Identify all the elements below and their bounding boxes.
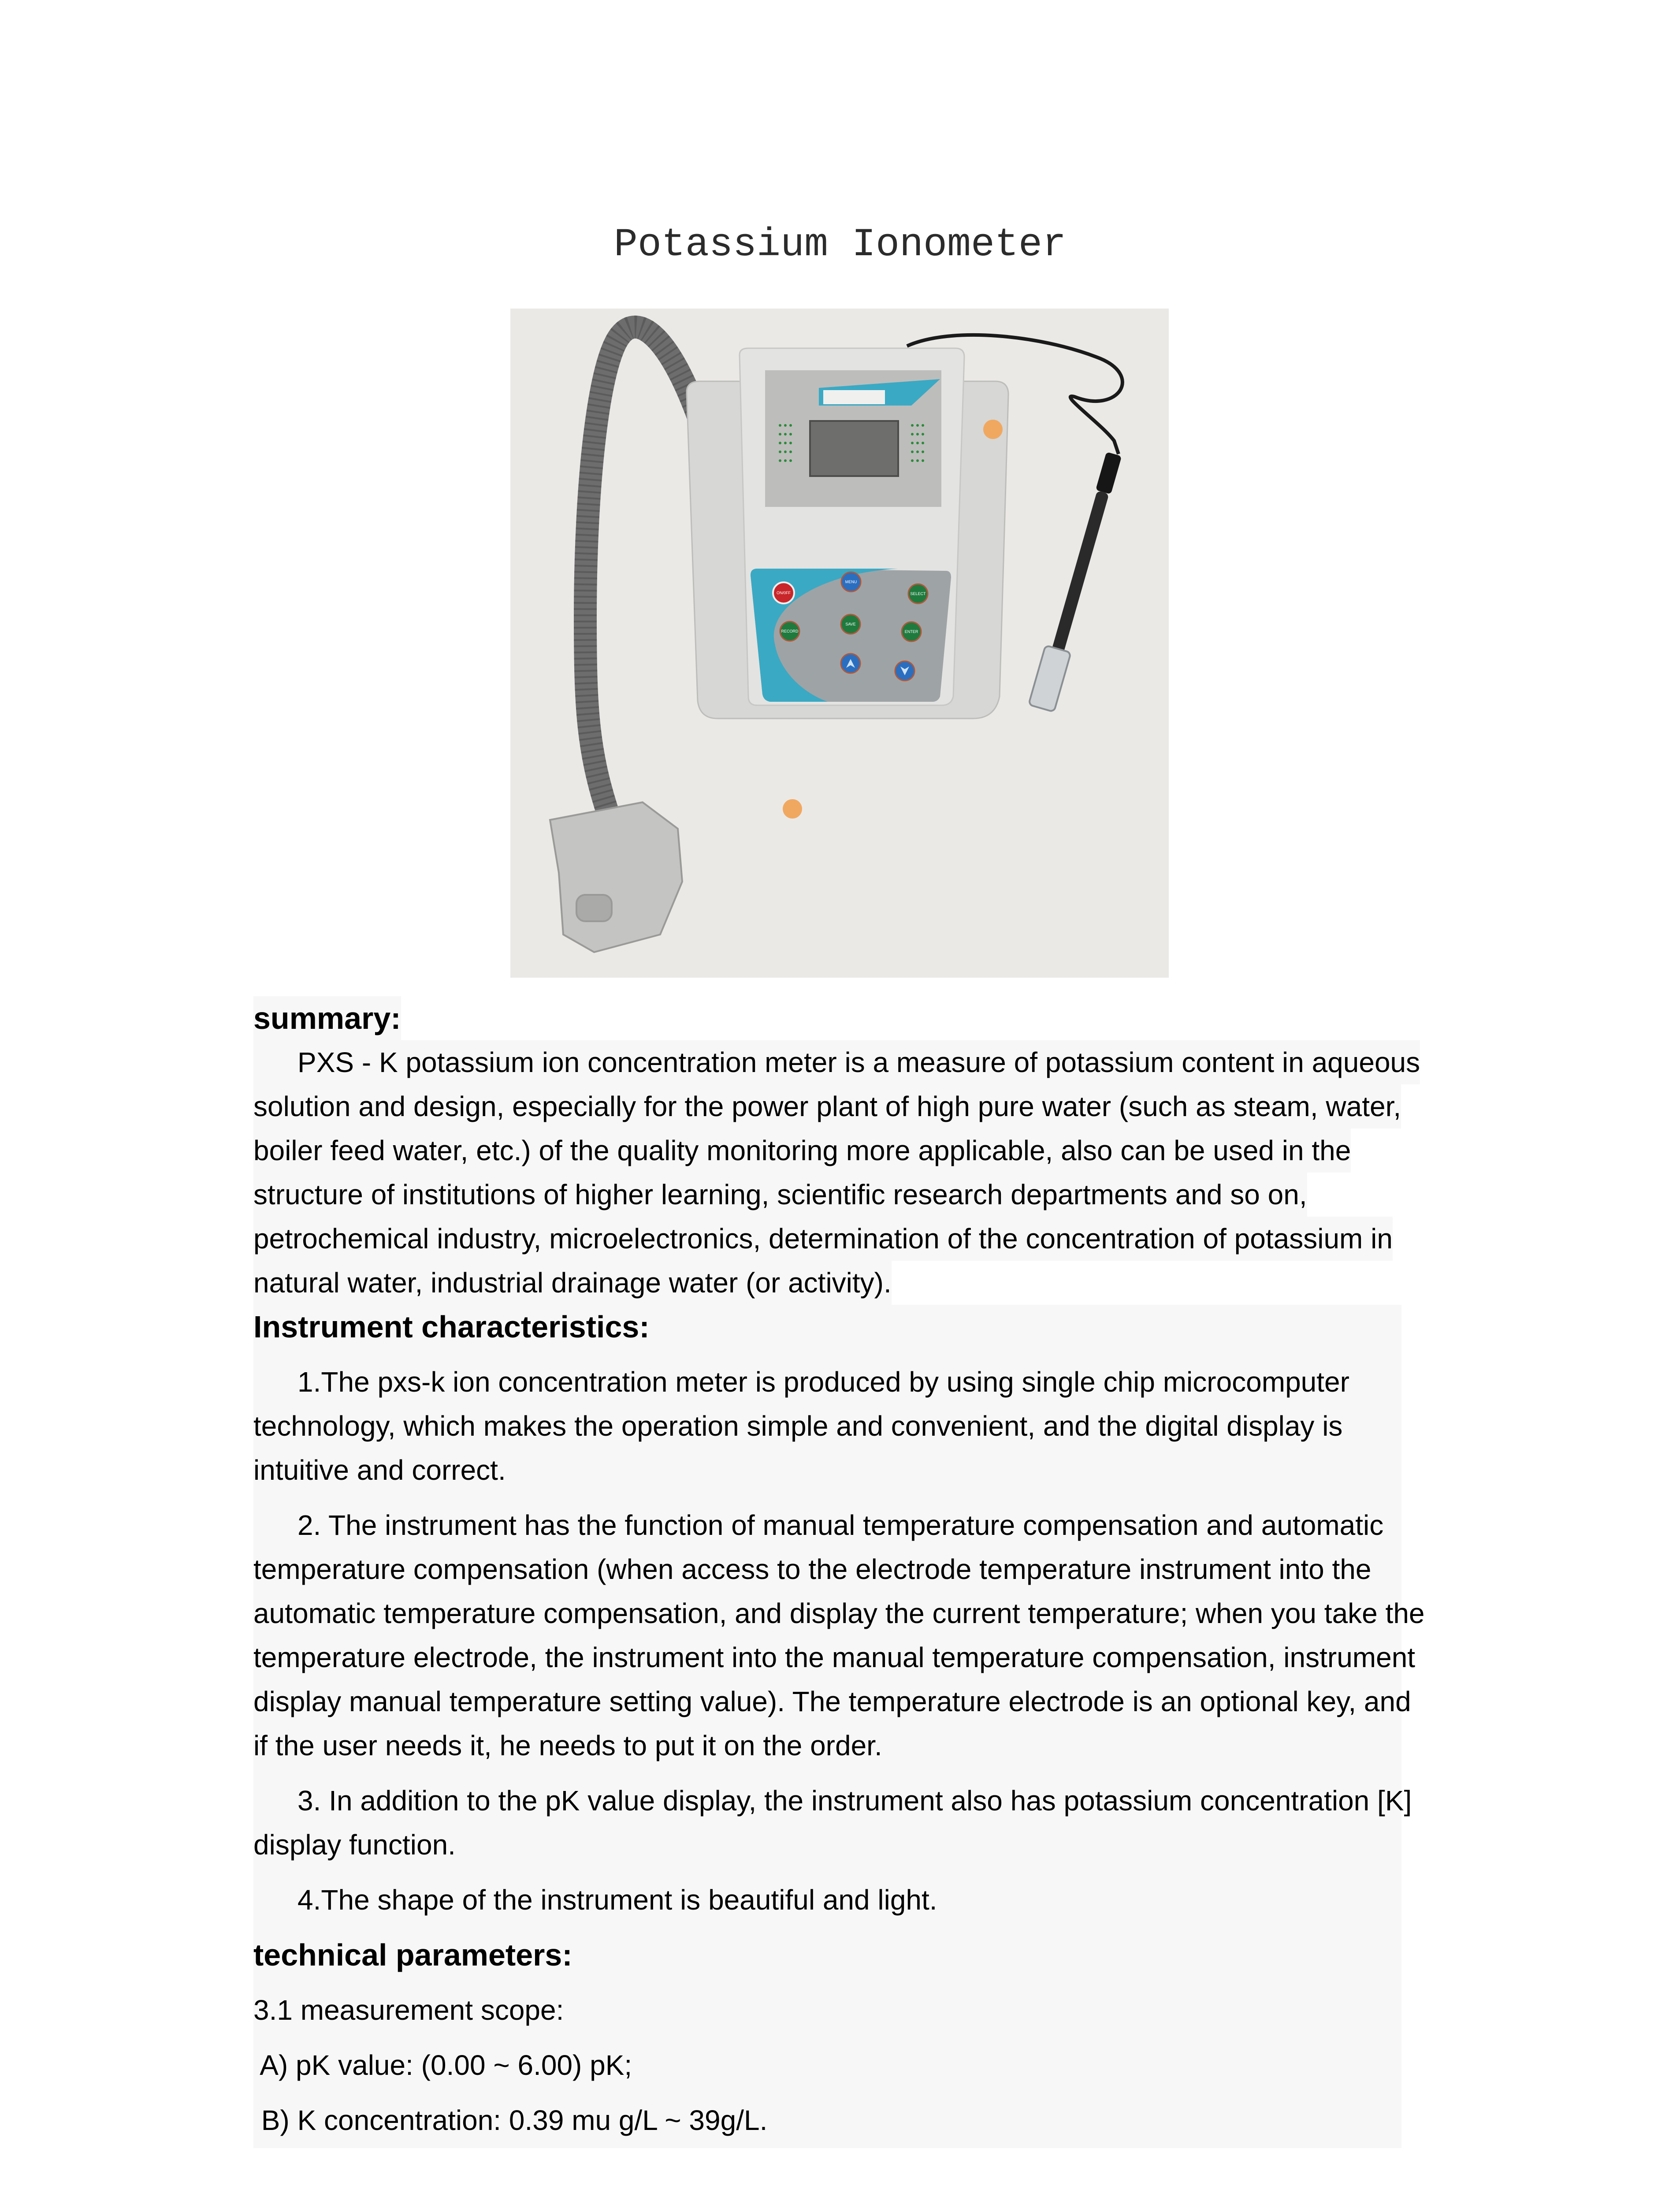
enter-label: ENTER [904, 629, 918, 634]
orange-knob-loose [783, 799, 802, 819]
summary-line: PXS - K potassium ion concentration meter is a measure of potassium content in aqueous [253, 1040, 1420, 1084]
product-photo [510, 309, 1169, 978]
characteristic-item-3-line: 3. In addition to the pK value display, the instrument also has potassium concentration [K] [297, 1785, 1412, 1817]
characteristics-heading: Instrument characteristics: [253, 1310, 650, 1344]
summary-line: natural water, industrial drainage water (or activity). [253, 1261, 892, 1305]
menu-label: MENU [845, 580, 857, 584]
select-label: SELECT [910, 592, 926, 596]
characteristic-item-2-line: 2. The instrument has the function of manual temperature compensation and automatic [297, 1509, 1384, 1541]
summary-line: boiler feed water, etc.) of the quality monitoring more applicable, also can be used in the [253, 1128, 1351, 1173]
clamp [550, 802, 682, 952]
orange-knob [983, 420, 1003, 439]
lcd-screen [810, 421, 898, 476]
summary-line: solution and design, especially for the power plant of high pure water (such as steam, water, [253, 1084, 1401, 1128]
characteristic-item-2-line: automatic temperature compensation, and display the current temperature; when you take the [253, 1597, 1425, 1629]
characteristic-item-2-line: temperature electrode, the instrument into the manual temperature compensation, instrument [253, 1642, 1416, 1673]
pk-value-range: A) pK value: (0.00 ~ 6.00) pK; [253, 2049, 632, 2081]
k-concentration-range: B) K concentration: 0.39 mu g/L ~ 39g/L. [253, 2104, 768, 2136]
technical-heading: technical parameters: [253, 1938, 572, 1972]
characteristic-item-2-line: if the user needs it, he needs to put it on the order. [253, 1730, 882, 1761]
characteristic-item-3-line: display function. [253, 1829, 456, 1861]
characteristic-item-1-line: 1.The pxs-k ion concentration meter is produced by using single chip microcomputer [297, 1366, 1349, 1398]
characteristic-item-2-line: display manual temperature setting value). The temperature electrode is an optional key, and [253, 1686, 1411, 1717]
characteristic-item-1-line: technology, which makes the operation simple and convenient, and the digital display is [253, 1410, 1343, 1442]
summary-line: structure of institutions of higher learning, scientific research departments and so on, [253, 1173, 1307, 1217]
page-title: Potassium Ionometer [613, 223, 1067, 268]
save-label: SAVE [845, 622, 856, 626]
on-off-label: ON/0FF [776, 591, 791, 595]
summary-line: petrochemical industry, microelectronics, determination of the concentration of potassium in [253, 1217, 1393, 1261]
characteristic-item-2-line: temperature compensation (when access to the electrode temperature instrument into the [253, 1553, 1372, 1585]
characteristic-item-1-line: intuitive and correct. [253, 1454, 506, 1486]
characteristic-item-4-line: 4.The shape of the instrument is beautiful and light. [297, 1884, 937, 1916]
measurement-scope: 3.1 measurement scope: [253, 1994, 564, 2026]
record-label: RECORD [781, 629, 799, 633]
summary-heading: summary: [253, 996, 401, 1040]
